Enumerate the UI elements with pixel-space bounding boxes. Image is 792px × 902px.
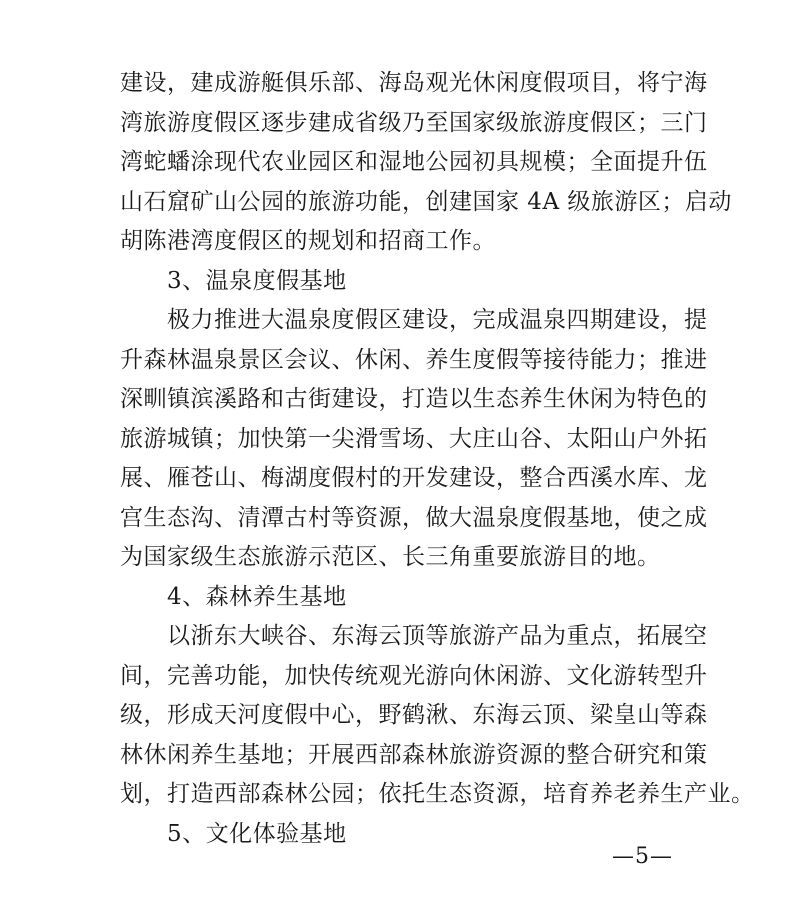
paragraph-3-line-4: 旅游城镇；加快第一尖滑雪场、大庄山谷、太阳山户外拓	[120, 425, 708, 452]
section-heading-forest: 4、森林养生基地	[167, 583, 347, 610]
paragraph-3-line-7: 为国家级生态旅游示范区、长三角重要旅游目的地。	[120, 544, 661, 570]
paragraph-1-line-1: 建设，建成游艇俱乐部、海岛观光休闲度假项目，将宁海	[120, 70, 708, 96]
paragraph-3-line-1: 极力推进大温泉度假区建设，完成温泉四期建设，提	[167, 307, 708, 333]
paragraph-4-line-1: 以浙东大峡谷、东海云顶等旅游产品为重点，拓展空	[167, 623, 708, 649]
page-number: —5—	[612, 844, 673, 869]
paragraph-1-line-5: 胡陈港湾度假区的规划和招商工作。	[120, 228, 496, 254]
paragraph-3-line-5: 展、雁苍山、梅湖度假村的开发建设，整合西溪水库、龙	[120, 465, 708, 491]
section-heading-culture: 5、文化体验基地	[167, 820, 347, 847]
paragraph-1-line-4: 山石窟矿山公园的旅游功能，创建国家 4A 级旅游区；启动	[120, 188, 732, 215]
paragraph-1-line-2: 湾旅游度假区逐步建成省级乃至国家级旅游度假区；三门	[120, 109, 708, 136]
paragraph-4-line-2: 间，完善功能，加快传统观光游向休闲游、文化游转型升	[120, 662, 708, 689]
paragraph-1-line-3: 湾蛇蟠涂现代农业园区和湿地公园初具规模；全面提升伍	[120, 149, 708, 175]
paragraph-3-line-2: 升森林温泉景区会议、休闲、养生度假等接待能力；推进	[120, 346, 708, 373]
paragraph-3-line-3: 深甽镇滨溪路和古街建设，打造以生态养生休闲为特色的	[120, 386, 708, 412]
paragraph-3-line-6: 宫生态沟、清潭古村等资源，做大温泉度假基地，使之成	[120, 504, 708, 531]
paragraph-4-line-5: 划，打造西部森林公园；依托生态资源，培育养老养生产业。	[120, 781, 755, 807]
paragraph-4-line-3: 级，形成天河度假中心，野鹤湫、东海云顶、梁皇山等森	[120, 702, 708, 728]
paragraph-4-line-4: 林休闲养生基地；开展西部森林旅游资源的整合研究和策	[120, 741, 708, 768]
section-heading-hot-spring: 3、温泉度假基地	[167, 267, 347, 294]
